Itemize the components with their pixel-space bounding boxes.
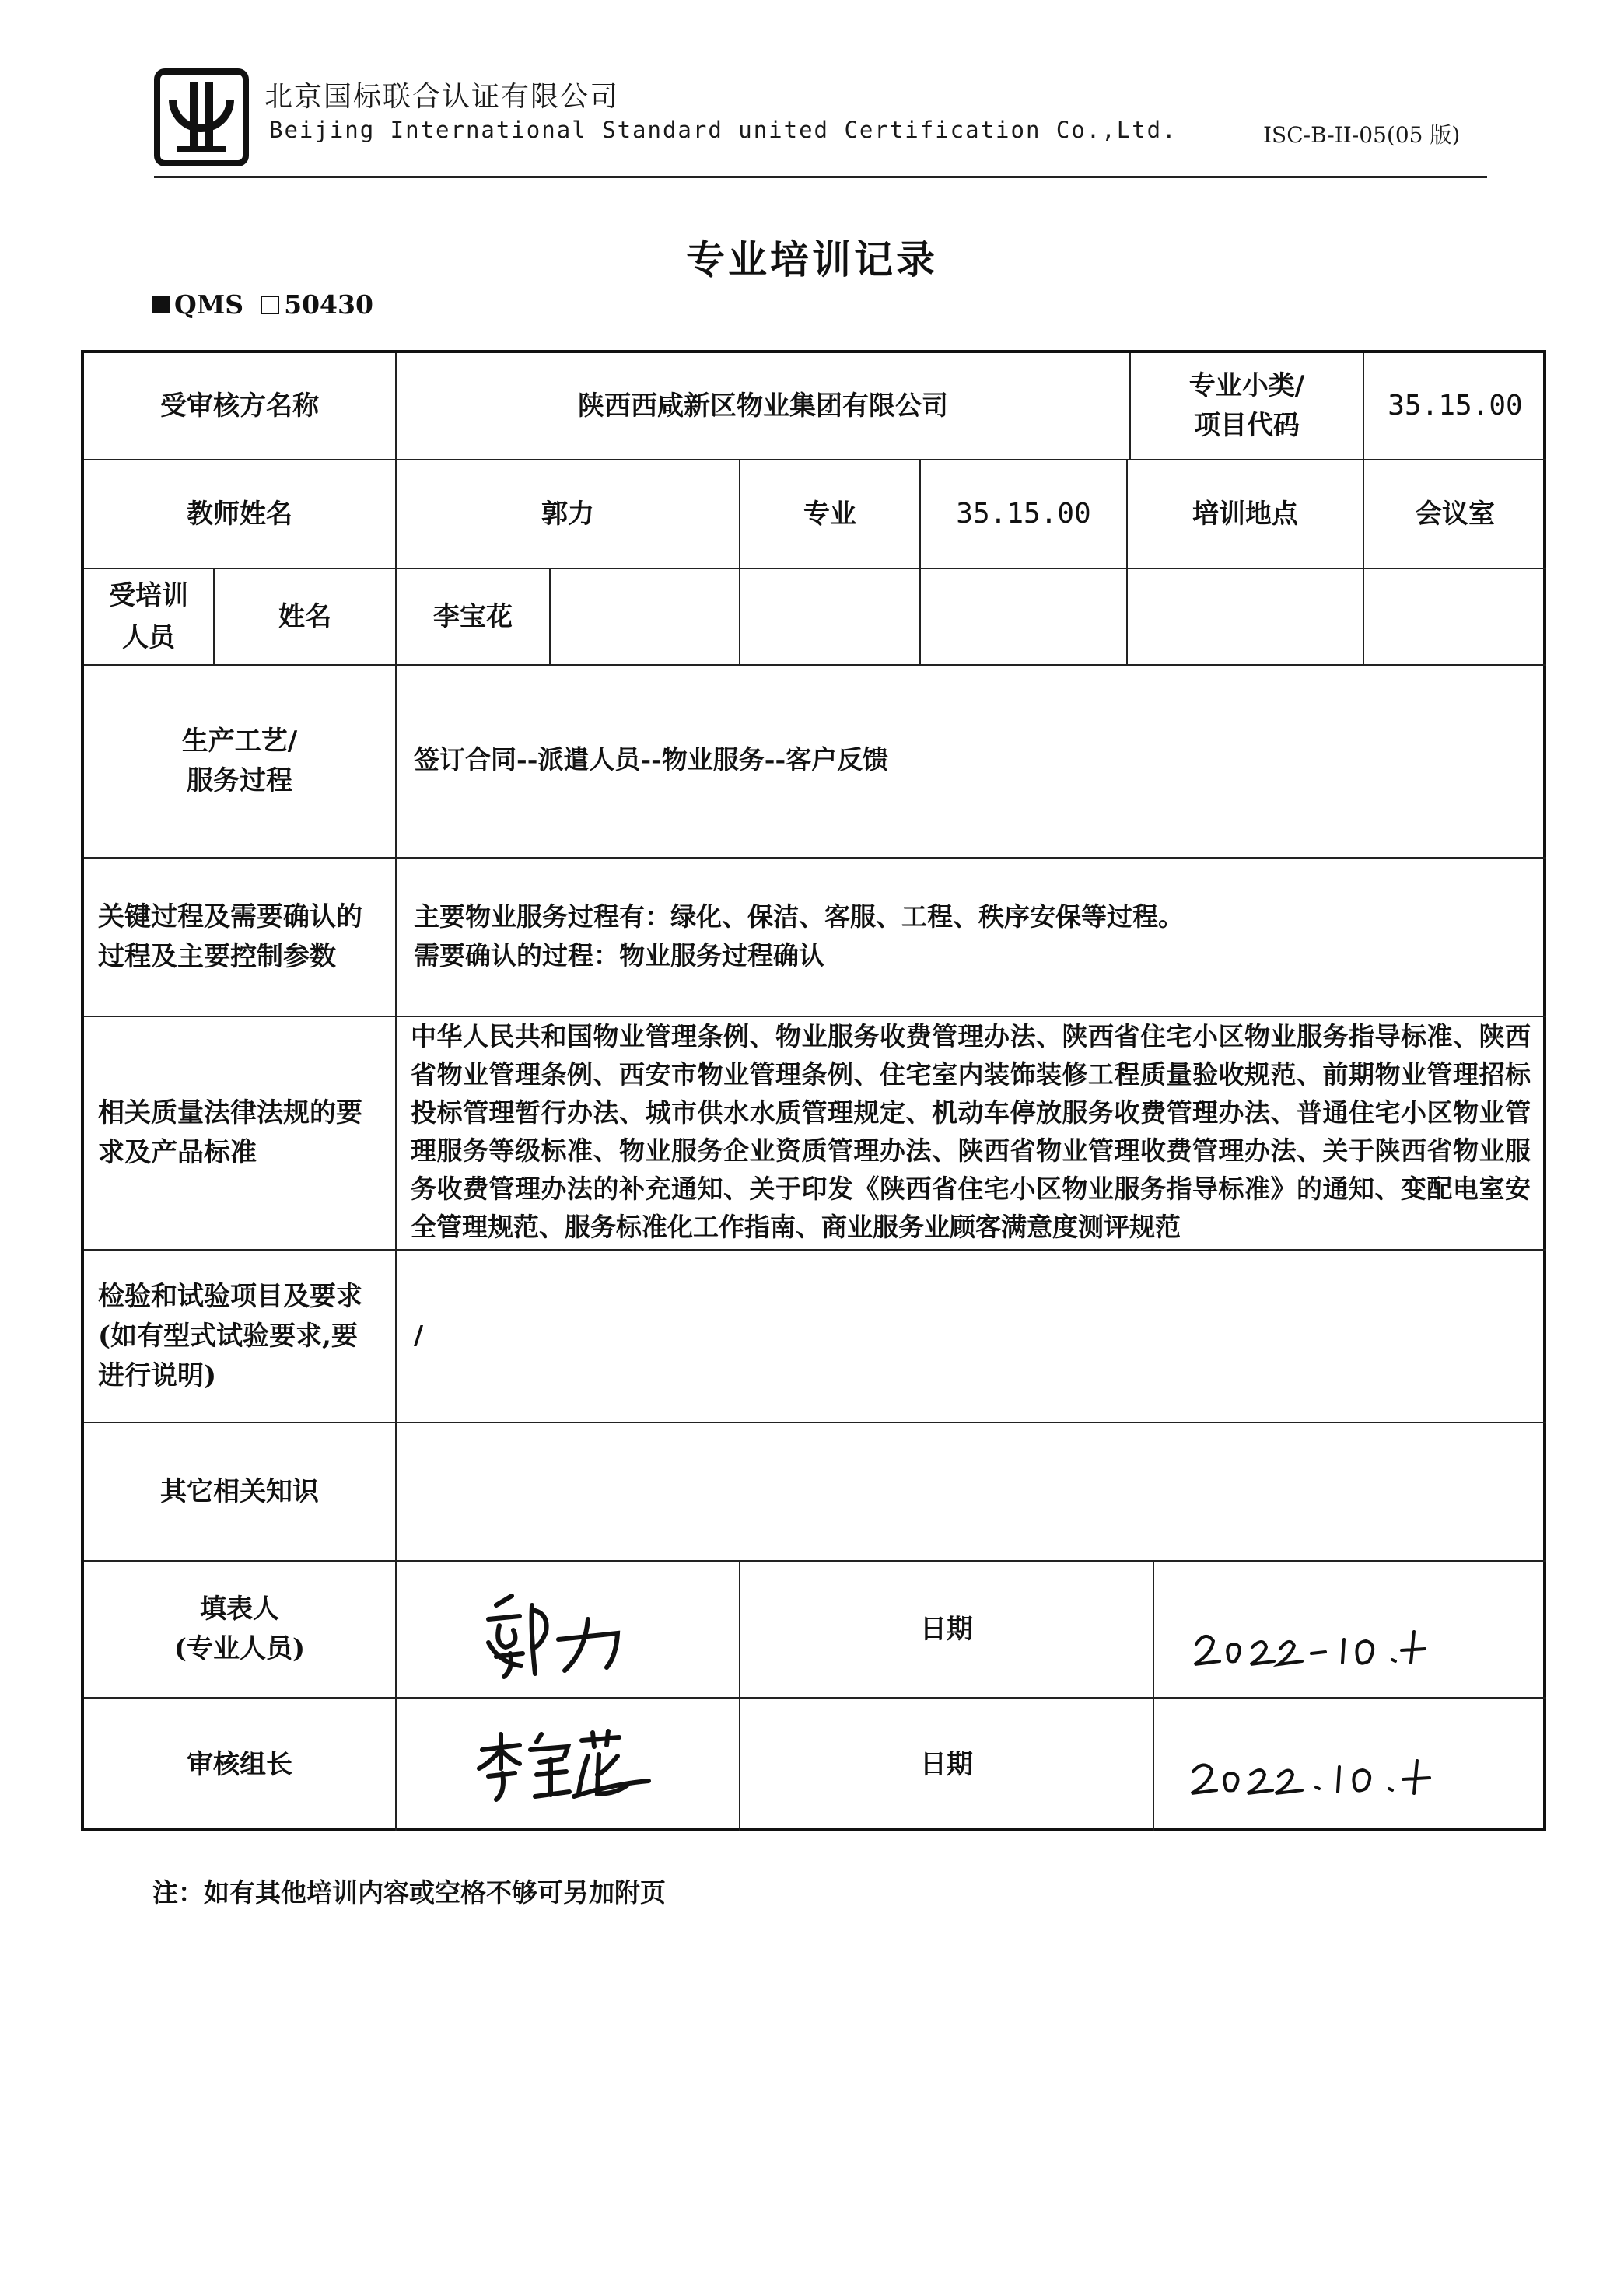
unchecked-box-icon — [261, 296, 279, 314]
inspection-value: / — [414, 1320, 424, 1350]
company-name-cn: 北京国标联合认证有限公司 — [264, 81, 620, 113]
key-process-line-1: 主要物业服务过程有：绿化、保洁、客服、工程、秩序安保等过程。 — [414, 901, 1184, 932]
process-label: 生产工艺/ 服务过程 — [181, 726, 298, 796]
standard-50430-label: 50430 — [284, 289, 373, 320]
filler-label: 填表人 (专业人员) — [173, 1594, 306, 1664]
standard-50430[interactable] — [261, 289, 373, 320]
trainee-label: 受培训 人员 — [109, 580, 188, 653]
subcategory-label: 专业小类/ 项目代码 — [1188, 370, 1305, 441]
location-label: 培训地点 — [1192, 498, 1298, 530]
company-name-en: Beijing International Standard united Certification Co.,Ltd. — [269, 117, 1178, 143]
leader-signature — [465, 1719, 660, 1812]
key-process-label: 关键过程及需要确认的 过程及主要控制参数 — [98, 901, 362, 972]
laws-value: 中华人民共和国物业管理条例、物业服务收费管理办法、陕西省住宅小区物业服务指导标准、陕西省物业管理条例、西安市物业管理条例、住宅室内装饰装修工程质量验收规范、前期物业管理招标投标管理暂行办法、城市供水水质管理规定、机动车停放服务收费管理办法、普通住宅小区物业管理服务等级标准、物业服务企业资质管理办法、陕西省物业管理收费管理办法、关于陕西省物业服务收费管理办法的补充通知、关于印发《陕西省住宅小区物业服务指导标准》的通知、变配电室安全管理规范、服务标准化工作指南、商业服务业顾客满意度测评规范 — [411, 1021, 1531, 1242]
auditee-value: 陕西西咸新区物业集团有限公司 — [578, 390, 948, 422]
document-code: ISC-B-II-05(05 版) — [1263, 122, 1461, 148]
isc-logo-icon — [154, 68, 249, 166]
auditee-label: 受审核方名称 — [160, 390, 319, 422]
other-knowledge-label: 其它相关知识 — [160, 1475, 319, 1507]
filler-signature — [465, 1582, 644, 1683]
process-value: 签订合同--派遣人员--物业服务--客户反馈 — [414, 744, 889, 775]
teacher-value: 郭力 — [541, 498, 594, 530]
teacher-label: 教师姓名 — [187, 498, 292, 530]
filler-date-label: 日期 — [920, 1613, 973, 1645]
major-label: 专业 — [803, 498, 856, 530]
standard-qms[interactable] — [152, 289, 243, 320]
filler-date-handwritten — [1188, 1613, 1445, 1683]
leader-date-label: 日期 — [920, 1749, 973, 1780]
standard-qms-label: QMS — [174, 289, 244, 320]
trainee-name-value: 李宝花 — [433, 600, 513, 632]
subcategory-value: 35.15.00 — [1388, 390, 1523, 422]
header-divider — [154, 176, 1487, 178]
footnote: 注：如有其他培训内容或空格不够可另加附页 — [152, 1877, 666, 1908]
major-value: 35.15.00 — [956, 498, 1091, 530]
leader-date-handwritten — [1187, 1744, 1451, 1814]
location-value: 会议室 — [1416, 498, 1495, 530]
key-process-line-2: 需要确认的过程：物业服务过程确认 — [414, 940, 824, 971]
leader-label: 审核组长 — [187, 1749, 292, 1780]
trainee-name-label: 姓名 — [278, 600, 331, 632]
training-record-form — [81, 350, 1546, 1831]
inspection-label: 检验和试验项目及要求 (如有型式试验要求,要 进行说明) — [98, 1280, 362, 1391]
checked-box-icon — [152, 296, 170, 313]
standards-selector — [152, 289, 373, 320]
laws-label: 相关质量法律法规的要 求及产品标准 — [98, 1097, 362, 1168]
page-title: 专业培训记录 — [686, 236, 938, 282]
